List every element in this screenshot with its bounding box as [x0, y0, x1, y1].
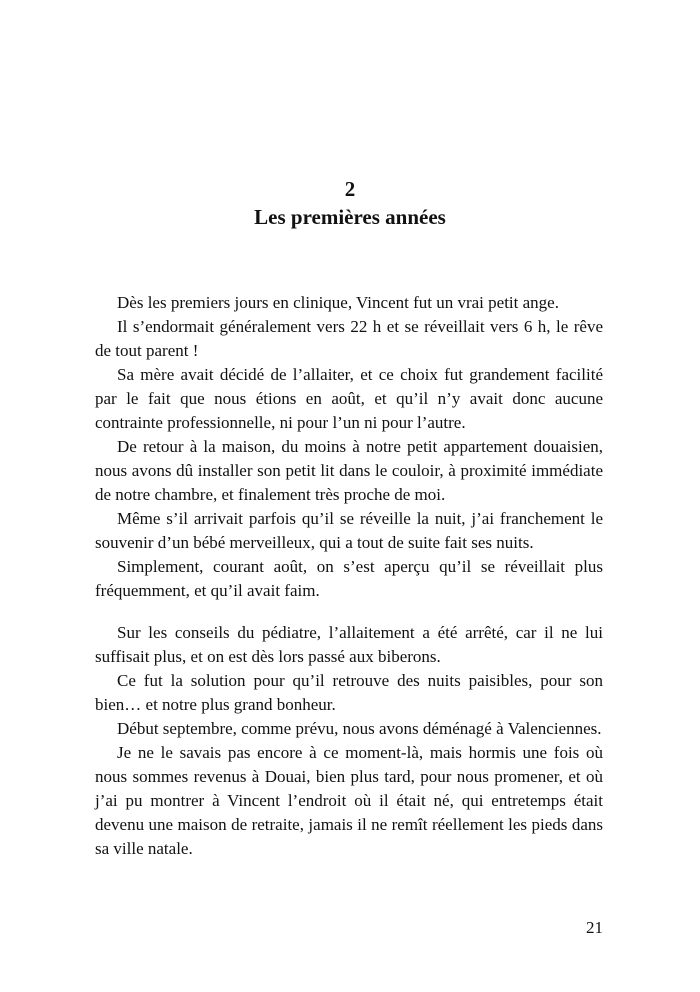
paragraph: Dès les premiers jours en clinique, Vincent fut un vrai petit ange. [117, 293, 559, 312]
paragraph: Il s’endormait généralement vers 22 h et se réveillait vers 6 h, le rêve de tout parent ! [95, 317, 603, 360]
text-block-2 [95, 621, 603, 861]
chapter-number: 2 [344, 177, 356, 201]
paragraph: Même s’il arrivait parfois qu’il se réveille la nuit, j’ai franchement le souvenir d’un bébé merveilleux, qui a tout de suite fait ses nuits. [95, 509, 603, 552]
paragraph: De retour à la maison, du moins à notre petit appartement douaisien, nous avons dû installer son petit lit dans le couloir, à proximité immédiate de notre chambre, et finalement très proche de moi. [95, 437, 603, 504]
paragraph: Début septembre, comme prévu, nous avons déménagé à Valenciennes. [117, 719, 602, 738]
paragraph: Ce fut la solution pour qu’il retrouve des nuits paisibles, pour son bien… et notre plus grand bonheur. [95, 671, 603, 714]
paragraph: Simplement, courant août, on s’est aperçu qu’il se réveillait plus fréquemment, et qu’il avait faim. [95, 557, 603, 600]
paragraph: Je ne le savais pas encore à ce moment-là, mais hormis une fois où nous sommes revenus à Douai, bien plus tard, pour nous promener, et où j’ai pu montrer à Vincent l’endroit où il était né, qui entretemps était devenu une maison de retraite, jamais il ne remît réellement les pieds dans sa ville natale. [95, 743, 603, 858]
text-block-1 [95, 291, 603, 603]
chapter-title: Les premières années [254, 205, 446, 229]
paragraph: Sur les conseils du pédiatre, l’allaitement a été arrêté, car il ne lui suffisait plus, et on est dès lors passé aux biberons. [95, 623, 603, 666]
page-number: 21 [586, 918, 603, 937]
paragraph: Sa mère avait décidé de l’allaiter, et ce choix fut grandement facilité par le fait que nous étions en août, et qu’il n’y avait donc aucune contrainte professionnelle, ni pour l’un ni pour l’autre. [95, 365, 603, 432]
